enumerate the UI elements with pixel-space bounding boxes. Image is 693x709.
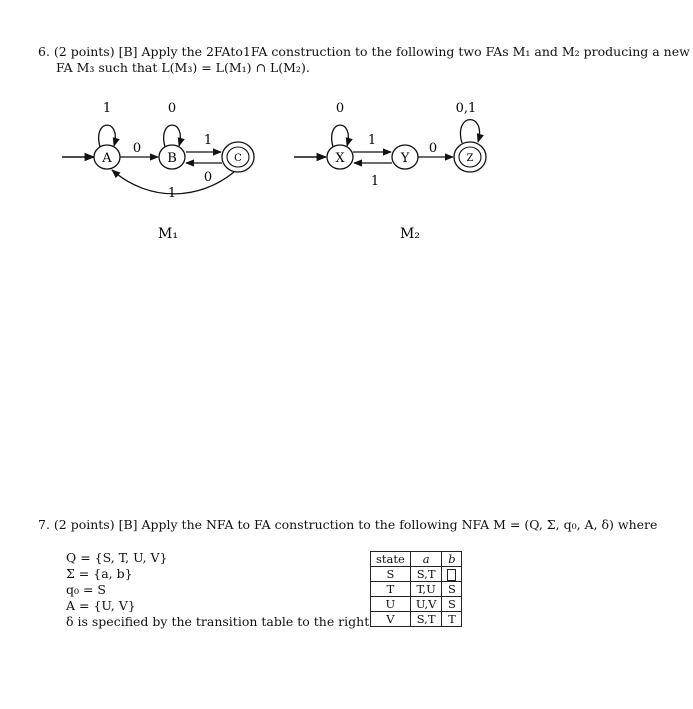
table-header-b: b <box>442 552 462 567</box>
table-cell-a: T,U <box>410 582 442 597</box>
table-header-a: a <box>410 552 442 567</box>
q7-def-q0: q₀ = S <box>66 582 106 597</box>
table-cell-a: S,T <box>410 612 442 627</box>
table-cell-state: T <box>371 582 411 597</box>
table-cell-state: S <box>371 567 411 582</box>
m1-loop-b-label: 0 <box>167 101 177 116</box>
m1-state-b-label: B <box>167 151 177 166</box>
table-row <box>371 597 462 612</box>
table-cell-state: U <box>371 597 411 612</box>
m1-state-a <box>94 145 120 169</box>
table-cell-b: T <box>442 612 462 627</box>
m1-diagram <box>62 101 254 242</box>
transition-table <box>370 551 462 627</box>
m2-state-x-label: X <box>335 151 345 166</box>
m1-label: M₁ <box>158 226 178 242</box>
q7-def-q: Q = {S, T, U, V} <box>66 550 168 565</box>
q7-line: 7. (2 points) [B] Apply the NFA to FA construction to the following NFA M = (Q, Σ, q₀, A, δ) where <box>38 517 658 532</box>
q7-def-sigma: Σ = {a, b} <box>66 566 133 581</box>
m2-edge-x-y-label: 1 <box>367 133 377 148</box>
q7-def-delta: δ is specified by the transition table to the right <box>66 614 370 629</box>
m2-edge-y-x-label: 1 <box>370 174 380 189</box>
m1-edge-a-b-label: 0 <box>132 141 142 156</box>
table-header-state: state <box>371 552 411 567</box>
table-row <box>371 567 462 582</box>
m2-diagram <box>294 101 486 242</box>
table-cell-state: V <box>371 612 411 627</box>
q7-def-accept: A = {U, V} <box>66 598 136 613</box>
m2-state-z-label: Z <box>466 153 474 164</box>
m1-edge-b-c-label: 1 <box>203 133 213 148</box>
m2-state-y-label: Y <box>400 151 410 166</box>
m1-state-a-label: A <box>102 151 112 166</box>
m2-state-y <box>392 145 418 169</box>
q6-line2: FA M₃ such that L(M₃) = L(M₁) ∩ L(M₂). <box>56 60 310 75</box>
m1-state-c <box>222 142 254 172</box>
m2-edge-y-z-label: 0 <box>428 141 438 156</box>
table-header-row <box>371 552 462 567</box>
m1-loop-a-label: 1 <box>102 101 112 116</box>
m2-state-z <box>454 142 486 172</box>
table-row <box>371 612 462 627</box>
m2-loop-z <box>460 120 479 143</box>
table-cell-a: U,V <box>410 597 442 612</box>
m1-loop-a <box>99 125 116 147</box>
m2-loop-z-label: 0,1 <box>455 101 477 116</box>
table-cell-a: S,T <box>410 567 442 582</box>
m2-state-x <box>327 145 353 169</box>
m2-loop-x <box>332 125 349 147</box>
fa-diagrams <box>0 0 693 300</box>
table-cell-b: S <box>442 582 462 597</box>
m1-edge-c-b-label: 0 <box>203 170 213 185</box>
q6-line1: 6. (2 points) [B] Apply the 2FAto1FA construction to the following two FAs M₁ and M₂ producing a new <box>38 44 690 59</box>
m1-state-c-label: C <box>234 153 242 164</box>
m1-state-b <box>159 145 185 169</box>
m1-edge-c-a-label: 1 <box>167 186 177 201</box>
table-cell-b-empty <box>442 567 462 582</box>
table-cell-b: S <box>442 597 462 612</box>
table-row <box>371 582 462 597</box>
m2-loop-x-label: 0 <box>335 101 345 116</box>
m2-label: M₂ <box>400 226 420 242</box>
empty-set-box <box>447 569 456 581</box>
m1-loop-b <box>164 125 181 147</box>
